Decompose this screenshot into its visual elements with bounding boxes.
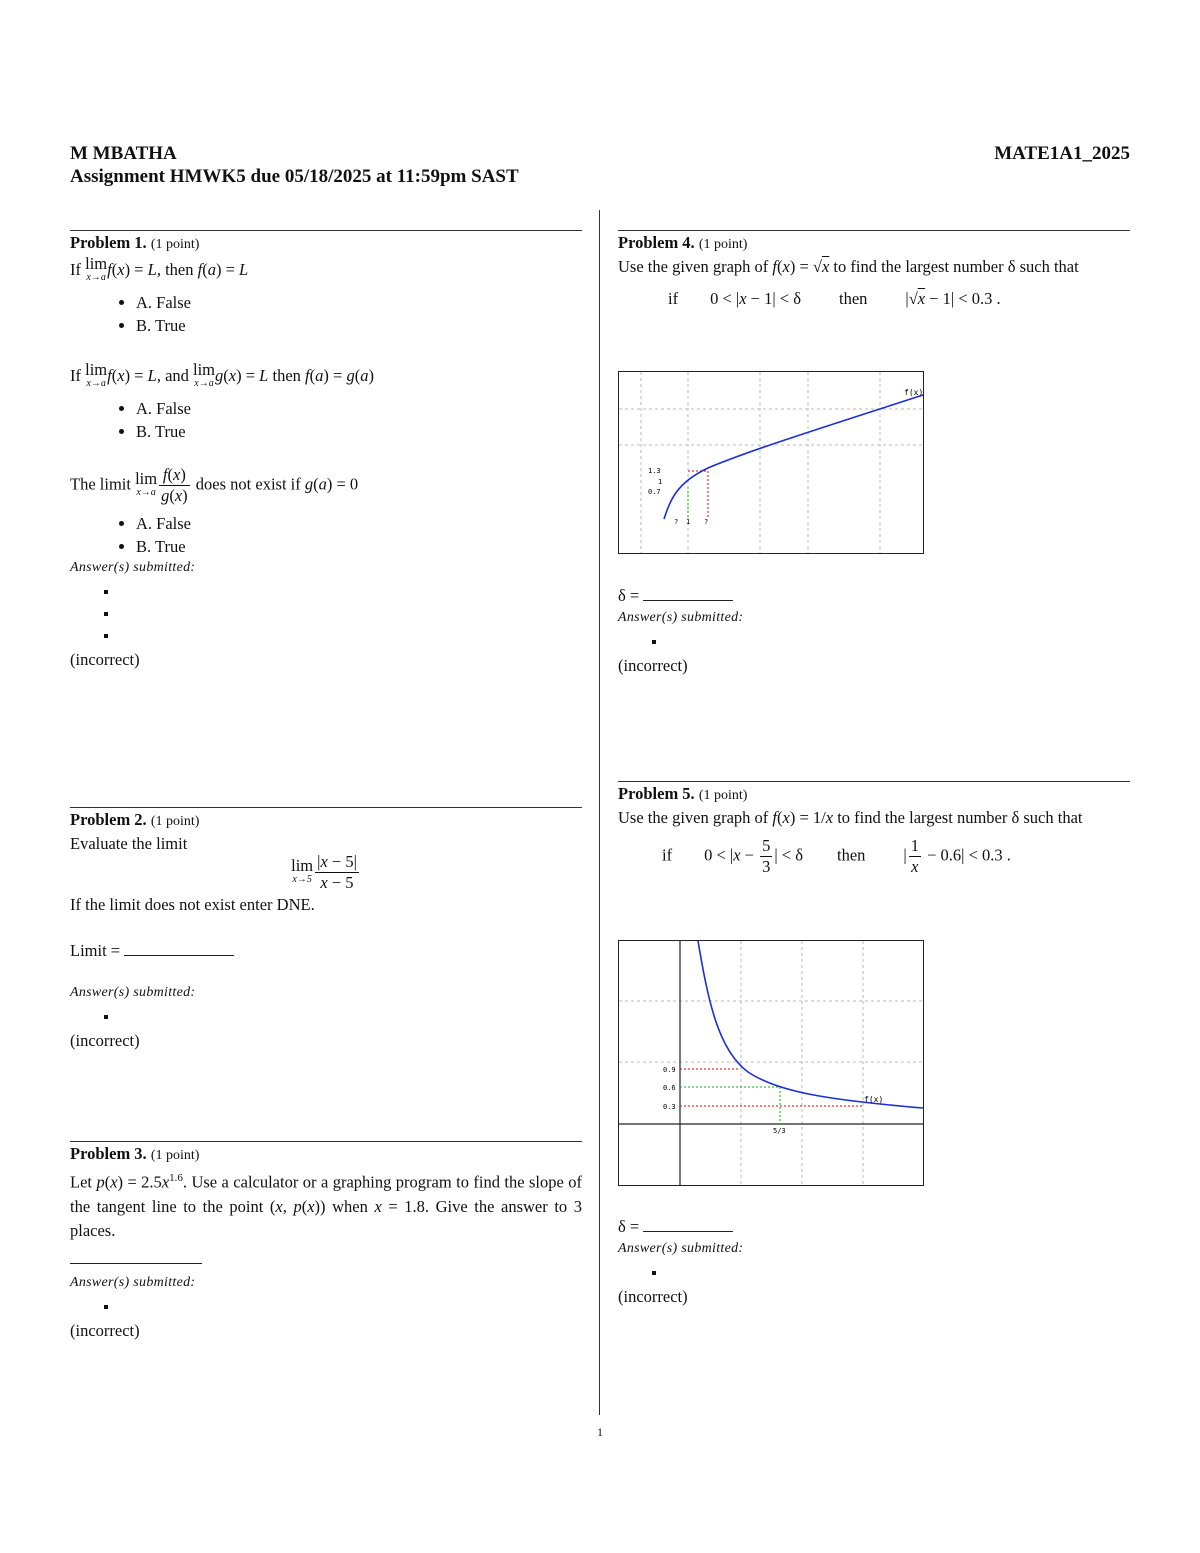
field-label: Limit = <box>70 941 121 960</box>
page-number: 1 <box>597 1425 603 1439</box>
option-b[interactable]: • B. True <box>136 535 582 558</box>
question-3: The limit lim x→a $\frac{f(x)}{g(x)}$ does not exist if g(a) = 0 <box>70 465 359 505</box>
problem-text: Let $p(x) = 2.5x^{1.6}$. Use a calculator or a graphing program to find the slope of the tangent line to the point (x, p(x)) when x = 1.8. Give the answer to 3 places. <box>70 1172 583 1240</box>
x-tick: ? <box>674 518 679 526</box>
field-label: δ = <box>618 1217 640 1236</box>
student-name: M MBATHA <box>70 143 177 164</box>
options-list <box>70 397 582 443</box>
y-tick: 1 <box>658 478 663 486</box>
problem-points: (1 point) <box>150 1148 200 1163</box>
problem-title: Problem 4. <box>618 233 695 252</box>
answer-item <box>118 580 582 602</box>
option-a[interactable]: • A. False <box>136 512 582 535</box>
y-tick: 0.3 <box>663 1103 676 1111</box>
status-text: (incorrect) <box>70 650 140 669</box>
curve-label: f(x) <box>904 388 924 397</box>
slope-answer-field[interactable] <box>70 1253 202 1264</box>
problem-intro: Evaluate the limit <box>70 834 188 853</box>
options-list <box>70 291 582 337</box>
answers-label: Answer(s) submitted: <box>618 1241 744 1256</box>
problem-points: (1 point) <box>150 814 200 829</box>
answers-label: Answer(s) submitted: <box>70 1274 196 1290</box>
column-divider <box>599 210 600 1415</box>
answer-item <box>118 624 582 646</box>
delta-answer-field[interactable] <box>643 600 733 601</box>
y-tick: 0.6 <box>663 1084 676 1092</box>
option-b[interactable]: • B. True <box>136 420 582 443</box>
option-a[interactable]: • A. False <box>136 397 582 420</box>
condition: if 0 < |x − 1| < δ then |√x − 1| < 0.3 . <box>668 289 1001 308</box>
problem-rule <box>70 1141 582 1142</box>
status-text: (incorrect) <box>70 1031 140 1050</box>
limit-answer-field[interactable] <box>124 955 234 956</box>
answer-item <box>118 1295 582 1317</box>
submitted-answers <box>618 1261 1130 1283</box>
answers-label: Answer(s) submitted: <box>618 610 744 625</box>
submitted-answers <box>70 1005 582 1027</box>
field-label: δ = <box>618 586 640 605</box>
problem-1 <box>70 230 582 670</box>
sqrt-graph <box>618 371 924 554</box>
reciprocal-graph <box>618 940 924 1186</box>
curve-label: f(x) <box>864 1095 884 1104</box>
submitted-answers <box>70 1295 582 1317</box>
condition: if 0 < |x − $\frac{5}{3}$ | < δ then | $\frac{1}{x}$ − 0.6| < 0.3 . <box>662 836 1011 876</box>
problem-intro: Use the given graph of f(x) = √x to find the largest number δ such that <box>618 257 1079 276</box>
submitted-answers <box>70 580 582 646</box>
status-text: (incorrect) <box>618 1287 688 1306</box>
problem-points: (1 point) <box>698 788 748 803</box>
problem-rule <box>618 230 1130 231</box>
x-tick: 1 <box>686 518 691 526</box>
problem-points: (1 point) <box>150 237 200 252</box>
answer-item <box>666 630 1130 652</box>
status-text: (incorrect) <box>618 656 688 675</box>
problem-title: Problem 2. <box>70 810 147 829</box>
course-code: MATE1A1_2025 <box>994 143 1130 164</box>
x-tick: ? <box>704 518 709 526</box>
answer-item <box>118 1005 582 1027</box>
submitted-answers <box>618 630 1130 652</box>
problem-points: (1 point) <box>698 237 748 252</box>
answer-item <box>666 1261 1130 1283</box>
problem-title: Problem 3. <box>70 1144 147 1163</box>
problem-rule <box>618 781 1130 782</box>
problem-intro: Use the given graph of f(x) = 1/x to find the largest number δ such that <box>618 808 1083 827</box>
answers-label: Answer(s) submitted: <box>70 560 196 575</box>
problem-3 <box>70 1141 582 1341</box>
delta-answer-field[interactable] <box>643 1231 733 1232</box>
option-a[interactable]: • A. False <box>136 291 582 314</box>
answers-label: Answer(s) submitted: <box>70 985 196 1000</box>
problem-5 <box>618 781 1130 1306</box>
problem-note: If the limit does not exist enter DNE. <box>70 895 315 914</box>
y-tick: 0.9 <box>663 1066 676 1074</box>
problem-rule <box>70 807 582 808</box>
options-list <box>70 512 582 558</box>
answer-item <box>118 602 582 624</box>
question-1: If lim x→a f(x) = L, then f(a) = L <box>70 254 249 283</box>
status-text: (incorrect) <box>70 1320 140 1340</box>
limit-expression: lim x→5 $\frac{|x - 5|}{x - 5}$ <box>291 852 357 892</box>
problem-title: Problem 5. <box>618 784 695 803</box>
question-2: If lim x→a f(x) = L, and lim x→a g(x) = L then f(a) = g(a) <box>70 360 374 389</box>
y-tick: 1.3 <box>648 467 661 475</box>
option-b[interactable]: • B. True <box>136 314 582 337</box>
problem-title: Problem 1. <box>70 233 147 252</box>
problem-4 <box>618 230 1130 675</box>
problem-2 <box>70 807 582 1051</box>
x-tick: 5/3 <box>773 1127 786 1135</box>
problem-rule <box>70 230 582 231</box>
assignment-title: Assignment HMWK5 due 05/18/2025 at 11:59pm SAST <box>70 166 519 187</box>
y-tick: 0.7 <box>648 488 661 496</box>
